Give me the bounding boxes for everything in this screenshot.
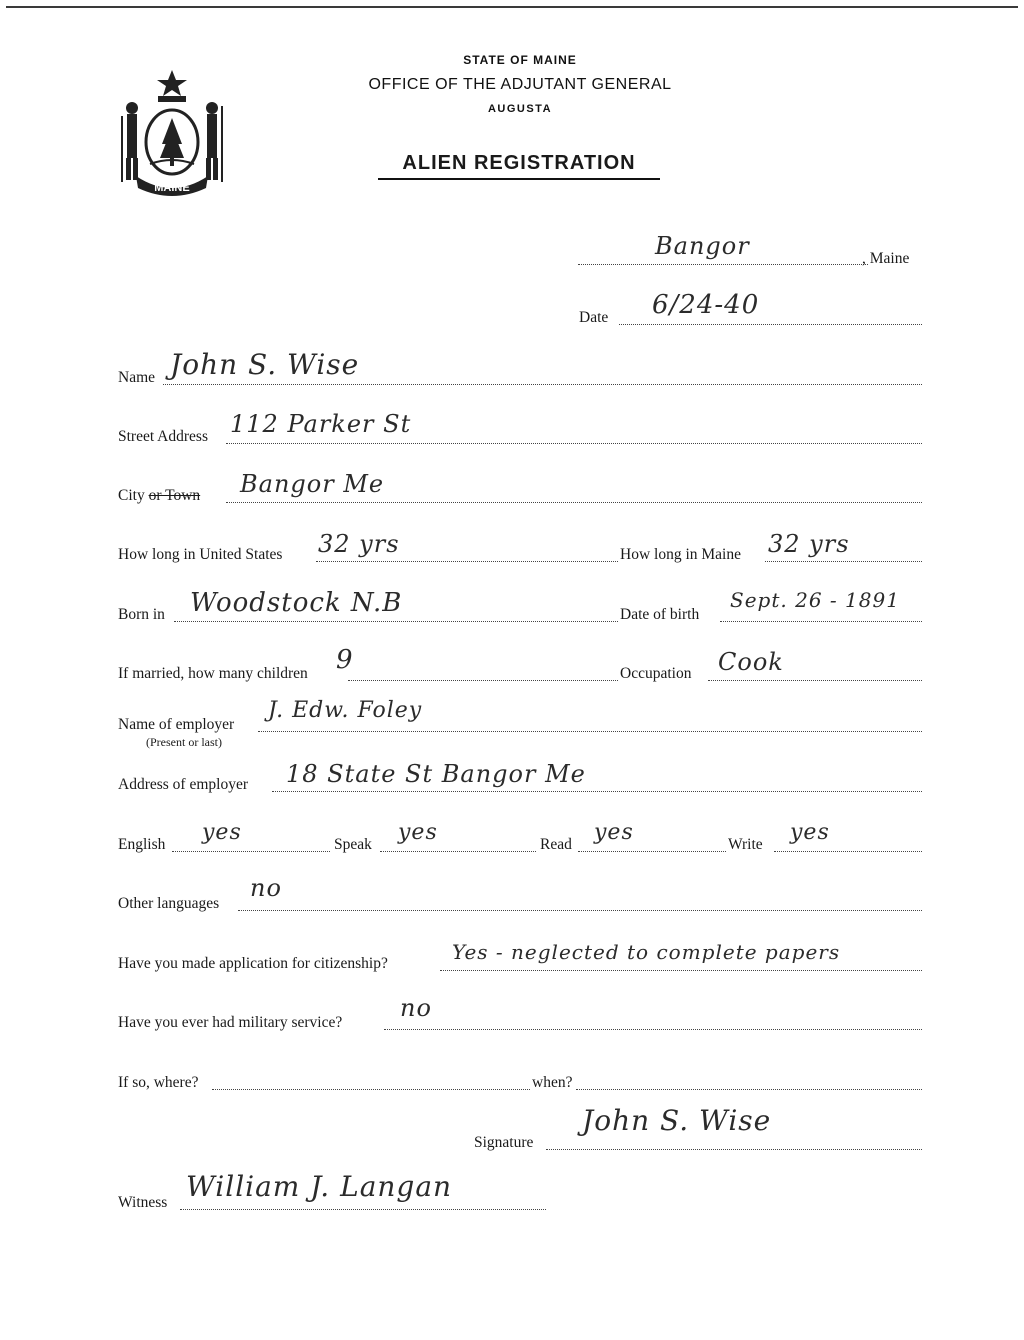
witness-line [180, 1209, 546, 1210]
signature-value: John S. Wise [582, 1104, 772, 1137]
seal-banner-text: MAINE [154, 182, 190, 194]
citizenship-value: Yes - neglected to complete papers [452, 940, 841, 964]
how-long-maine-line [765, 561, 922, 562]
military-label: Have you ever had military service? [118, 1014, 343, 1031]
city-line [226, 502, 922, 503]
date-line [619, 324, 922, 325]
read-label: Read [540, 836, 572, 853]
how-long-maine-value: 32 yrs [768, 530, 850, 558]
employer-note: (Present or last) [146, 735, 222, 749]
occupation-value: Cook [718, 648, 784, 676]
employer-name-value: J. Edw. Foley [268, 698, 423, 723]
city-label-struck: or Town [148, 487, 201, 504]
if-so-where-label: If so, where? [118, 1074, 199, 1091]
married-children-label: If married, how many children [118, 665, 308, 682]
header-state: STATE OF MAINE [463, 53, 577, 67]
children-value: 9 [336, 645, 354, 675]
employer-address-label: Address of employer [118, 776, 248, 793]
citizenship-label: Have you made application for citizenship? [118, 955, 388, 972]
witness-label: Witness [118, 1194, 168, 1211]
citizenship-line [440, 970, 922, 971]
street-address-line [226, 443, 922, 444]
city-label [118, 487, 200, 505]
street-address-value: 112 Parker St [230, 410, 412, 438]
occupation-line [708, 680, 922, 681]
date-of-birth-line [720, 621, 922, 622]
english-line [172, 851, 330, 852]
when-label: when? [532, 1074, 573, 1091]
occupation-label: Occupation [620, 665, 692, 682]
employer-address-value: 18 State St Bangor Me [286, 760, 586, 788]
maine-state-seal [118, 66, 226, 198]
employer-name-label: Name of employer [118, 716, 235, 733]
employer-address-line [272, 791, 922, 792]
town-value: Bangor [655, 232, 750, 260]
how-long-us-value: 32 yrs [318, 530, 400, 558]
other-languages-line [238, 910, 922, 911]
town-line [578, 264, 868, 265]
born-in-label: Born in [118, 606, 165, 623]
name-label: Name [118, 369, 156, 386]
employer-name-line [258, 731, 922, 732]
english-label: English [118, 836, 166, 853]
speak-line [380, 851, 536, 852]
write-value: yes [790, 820, 830, 845]
speak-label: Speak [334, 836, 372, 853]
header-city: AUGUSTA [487, 103, 553, 115]
header-office: OFFICE OF THE ADJUTANT GENERAL [368, 76, 672, 93]
date-label: Date [579, 309, 609, 326]
english-value: yes [202, 820, 242, 845]
military-value: no [400, 994, 432, 1022]
where-line [212, 1089, 530, 1090]
other-languages-value: no [250, 874, 282, 902]
write-line [774, 851, 922, 852]
maine-label: , Maine [862, 250, 910, 267]
other-languages-label: Other languages [118, 895, 220, 912]
signature-line [546, 1149, 922, 1150]
when-line [576, 1089, 922, 1090]
military-line [384, 1029, 922, 1030]
born-in-line [174, 621, 618, 622]
signature-label: Signature [474, 1134, 534, 1151]
how-long-maine-label: How long in Maine [620, 546, 741, 563]
form-title: ALIEN REGISTRATION [378, 152, 660, 180]
how-long-us-label: How long in United States [118, 546, 283, 563]
city-value: Bangor Me [240, 470, 385, 498]
date-of-birth-label: Date of birth [620, 606, 700, 623]
date-value: 6/24-40 [652, 290, 760, 320]
name-value: John S. Wise [170, 348, 360, 381]
children-line [348, 680, 618, 681]
read-line [578, 851, 726, 852]
born-in-value: Woodstock N.B [190, 588, 403, 618]
speak-value: yes [398, 820, 438, 845]
street-address-label: Street Address [118, 428, 208, 445]
name-line [163, 384, 922, 385]
read-value: yes [594, 820, 634, 845]
witness-value: William J. Langan [186, 1170, 453, 1203]
date-of-birth-value: Sept. 26 - 1891 [730, 588, 900, 612]
how-long-us-line [316, 561, 618, 562]
city-label-prefix: City [118, 487, 145, 504]
write-label: Write [728, 836, 763, 853]
